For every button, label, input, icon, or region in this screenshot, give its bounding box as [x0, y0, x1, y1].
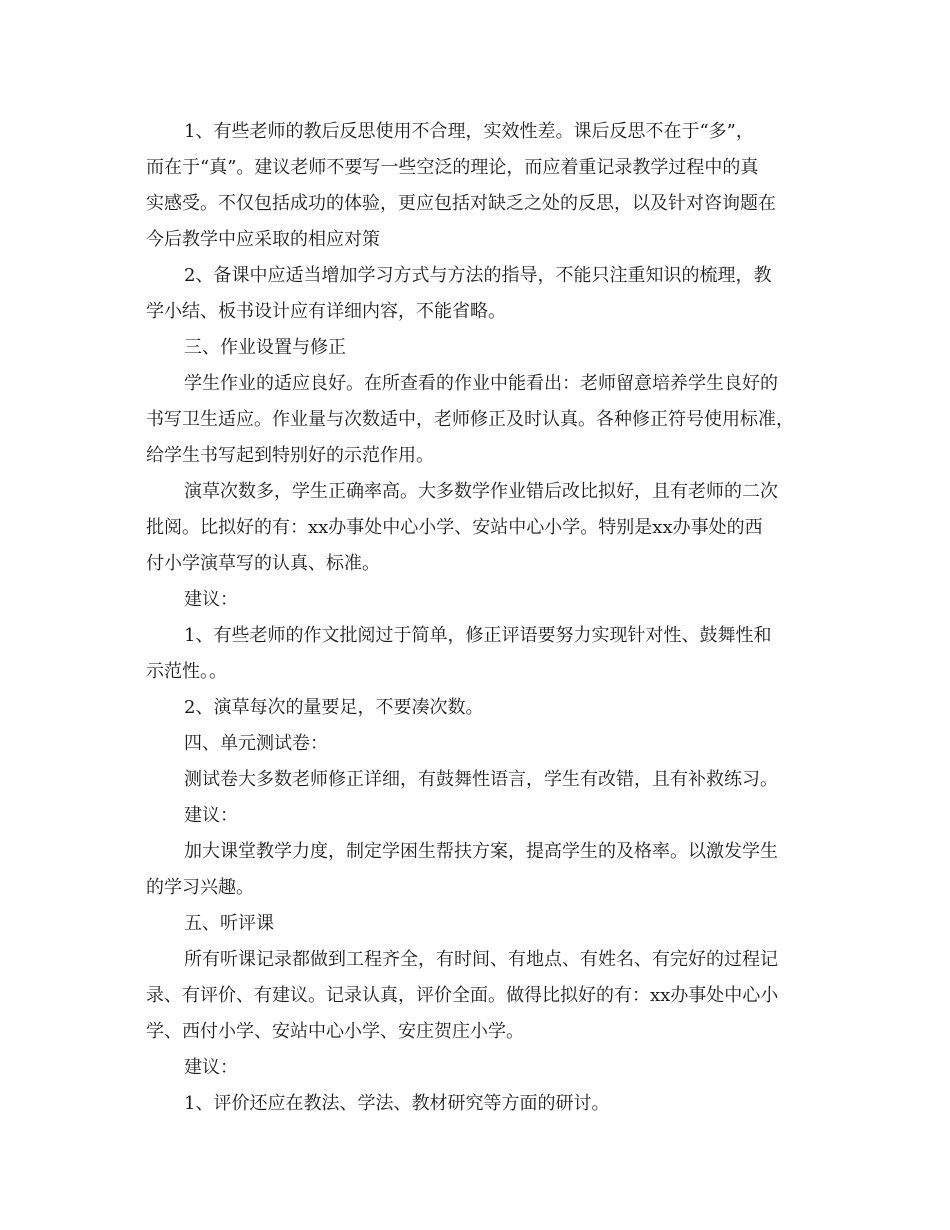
text-line: 2、备课中应适当增加学习方式与方法的指导，不能只注重知识的梳理，教: [184, 265, 772, 286]
text-line: 加大课堂教学力度，制定学困生帮扶方案，提高学生的及格率。以激发学生: [184, 841, 778, 862]
text-line: 书写卫生适应。作业量与次数适中，老师修正及时认真。各种修正符号使用标准，: [146, 409, 794, 430]
text-line: 给学生书写起到特别好的示范作用。: [146, 445, 434, 466]
text-line: 测试卷大多数老师修正详细，有鼓舞性语言，学生有改错，且有补救练习。: [184, 769, 778, 790]
text-line: 演草次数多，学生正确率高。大多数学作业错后改比拟好，且有老师的二次: [184, 481, 778, 502]
text-line: 示范性。。: [146, 661, 227, 682]
text-line: 建议：: [184, 805, 238, 826]
text-line: 批阅。比拟好的有：xx办事处中心小学、安站中心小学。特别是xx办事处的西: [146, 517, 763, 538]
text-line: 而在于“真”。建议老师不要写一些空泛的理论，而应着重记录教学过程中的真: [146, 157, 759, 178]
text-line: 四、单元测试卷：: [184, 733, 328, 754]
text-line: 2、演草每次的量要足，不要凑次数。: [184, 697, 484, 718]
text-line: 付小学演草写的认真、标准。: [146, 553, 380, 574]
text-line: 的学习兴趣。: [146, 877, 254, 898]
text-line: 学小结、板书设计应有详细内容，不能省略。: [146, 301, 506, 322]
text-line: 1、有些老师的教后反思使用不合理，实效性差。课后反思不在于“多”，: [184, 121, 754, 142]
text-line: 三、作业设置与修正: [184, 337, 346, 358]
text-line: 所有听课记录都做到工程齐全，有时间、有地点、有姓名、有完好的过程记: [184, 949, 778, 970]
text-line: 1、评价还应在教法、学法、教材研究等方面的研讨。: [184, 1093, 610, 1114]
document-body: [146, 114, 806, 1122]
text-line: 1、有些老师的作文批阅过于简单，修正评语要努力实现针对性、鼓舞性和: [184, 625, 772, 646]
text-line: 实感受。不仅包括成功的体验，更应包括对缺乏之处的反思，以及针对咨询题在: [146, 193, 776, 214]
text-line: 今后教学中应采取的相应对策: [146, 229, 380, 250]
text-line: 录、有评价、有建议。记录认真，评价全面。做得比拟好的有：xx办事处中心小: [146, 985, 779, 1006]
text-line: 建议：: [184, 1057, 238, 1078]
text-line: 学、西付小学、安站中心小学、安庄贺庄小学。: [146, 1021, 524, 1042]
text-line: 建议：: [184, 589, 238, 610]
text-line: 五、听评课: [184, 913, 274, 934]
text-line: 学生作业的适应良好。在所查看的作业中能看出：老师留意培养学生良好的: [184, 373, 778, 394]
